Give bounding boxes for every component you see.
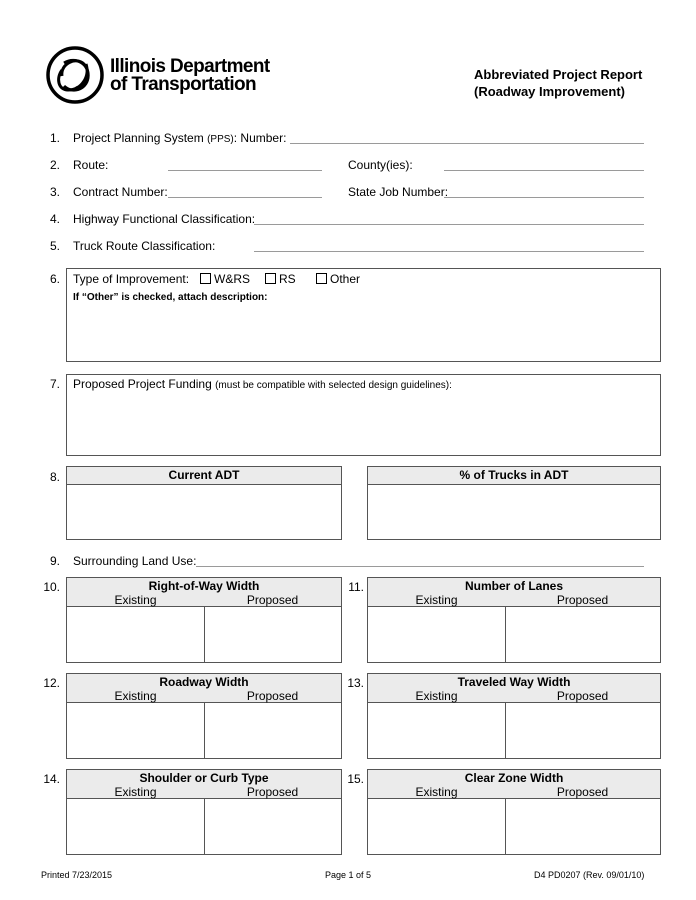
option-other[interactable]: Other: [316, 272, 360, 286]
row-width-title: Right-of-Way Width: [148, 579, 260, 593]
field-11-number: 11.: [348, 580, 364, 594]
traveled-way-table: [367, 673, 661, 759]
land-use-input[interactable]: [196, 566, 644, 567]
field-12-number: 12.: [43, 676, 60, 690]
proposed-label: Proposed: [556, 593, 609, 607]
wrs-checkbox[interactable]: [200, 273, 211, 284]
county-input[interactable]: [444, 170, 644, 171]
idot-logo-icon: [46, 46, 104, 104]
logo-line-1: Illinois Department: [110, 56, 270, 77]
roadway-width-title: Roadway Width: [159, 675, 249, 689]
trucks-adt-box[interactable]: [367, 466, 661, 540]
field-6-number: 6.: [49, 272, 60, 286]
pps-number-input[interactable]: [290, 143, 644, 144]
current-adt-box[interactable]: [66, 466, 342, 540]
truck-route-input[interactable]: [254, 251, 644, 252]
proposed-label: Proposed: [556, 785, 609, 799]
functional-class-input[interactable]: [254, 224, 644, 225]
logo-line-2: of Transportation: [110, 74, 257, 95]
field-4-number: 4.: [49, 212, 60, 226]
field-15-number: 15.: [347, 772, 364, 786]
page-number: Page 1 of 5: [325, 870, 372, 880]
contract-number-label: Contract Number:: [73, 185, 168, 199]
field-14-number: 14.: [43, 772, 60, 786]
traveled-way-title: Traveled Way Width: [457, 675, 571, 689]
field-3-number: 3.: [49, 185, 60, 199]
clear-zone-title: Clear Zone Width: [464, 771, 564, 785]
field-7-number: 7.: [49, 377, 60, 391]
option-rs[interactable]: RS: [265, 272, 296, 286]
route-label: Route:: [73, 158, 109, 172]
field-13-number: 13.: [347, 676, 364, 690]
other-note: If “Other” is checked, attach description:: [73, 292, 268, 303]
county-label: County(ies):: [348, 158, 413, 172]
trucks-adt-header: % of Trucks in ADT: [368, 467, 660, 485]
shoulder-curb-table: [66, 769, 342, 855]
improvement-type-label: Type of Improvement:: [73, 272, 190, 286]
clear-zone-table: [367, 769, 661, 855]
proposed-label: Proposed: [246, 593, 299, 607]
route-input[interactable]: [168, 170, 322, 171]
existing-label: Existing: [415, 785, 458, 799]
lanes-table: [367, 577, 661, 663]
field-9-number: 9.: [49, 554, 60, 568]
project-funding-box[interactable]: [66, 374, 661, 456]
other-checkbox[interactable]: [316, 273, 327, 284]
field-5-number: 5.: [49, 239, 60, 253]
existing-label: Existing: [114, 785, 157, 799]
proposed-label: Proposed: [246, 689, 299, 703]
rs-checkbox[interactable]: [265, 273, 276, 284]
page-title: [474, 66, 642, 100]
shoulder-curb-title: Shoulder or Curb Type: [139, 771, 269, 785]
functional-class-label: Highway Functional Classification:: [73, 212, 256, 226]
row-width-table: [66, 577, 342, 663]
existing-label: Existing: [114, 689, 157, 703]
printed-date: Printed 7/23/2015: [41, 870, 113, 880]
existing-label: Existing: [415, 593, 458, 607]
improvement-type-box[interactable]: [66, 268, 661, 362]
lanes-title: Number of Lanes: [464, 579, 563, 593]
roadway-width-table: [66, 673, 342, 759]
proposed-label: Proposed: [556, 689, 609, 703]
project-funding-label: Proposed Project Funding (must be compatible with selected design guidelines):: [73, 377, 452, 391]
field-8-number: 8.: [49, 470, 60, 484]
field-1-number: 1.: [49, 131, 60, 145]
field-1-label: Project Planning System (PPS): Number:: [73, 131, 287, 145]
contract-number-input[interactable]: [168, 197, 322, 198]
field-10-number: 10.: [43, 580, 60, 594]
field-2-number: 2.: [49, 158, 60, 172]
existing-label: Existing: [415, 689, 458, 703]
state-job-number-input[interactable]: [444, 197, 644, 198]
current-adt-header: Current ADT: [67, 467, 341, 485]
form-number: D4 PD0207 (Rev. 09/01/10): [534, 870, 645, 880]
logo-wordmark: [110, 58, 270, 94]
title-line-2: (Roadway Improvement): [474, 84, 625, 99]
title-line-1: Abbreviated Project Report: [474, 67, 643, 82]
existing-label: Existing: [114, 593, 157, 607]
proposed-label: Proposed: [246, 785, 299, 799]
truck-route-label: Truck Route Classification:: [73, 239, 216, 253]
state-job-number-label: State Job Number:: [348, 185, 449, 199]
option-wrs[interactable]: W&RS: [200, 272, 250, 286]
land-use-label: Surrounding Land Use:: [73, 554, 197, 568]
